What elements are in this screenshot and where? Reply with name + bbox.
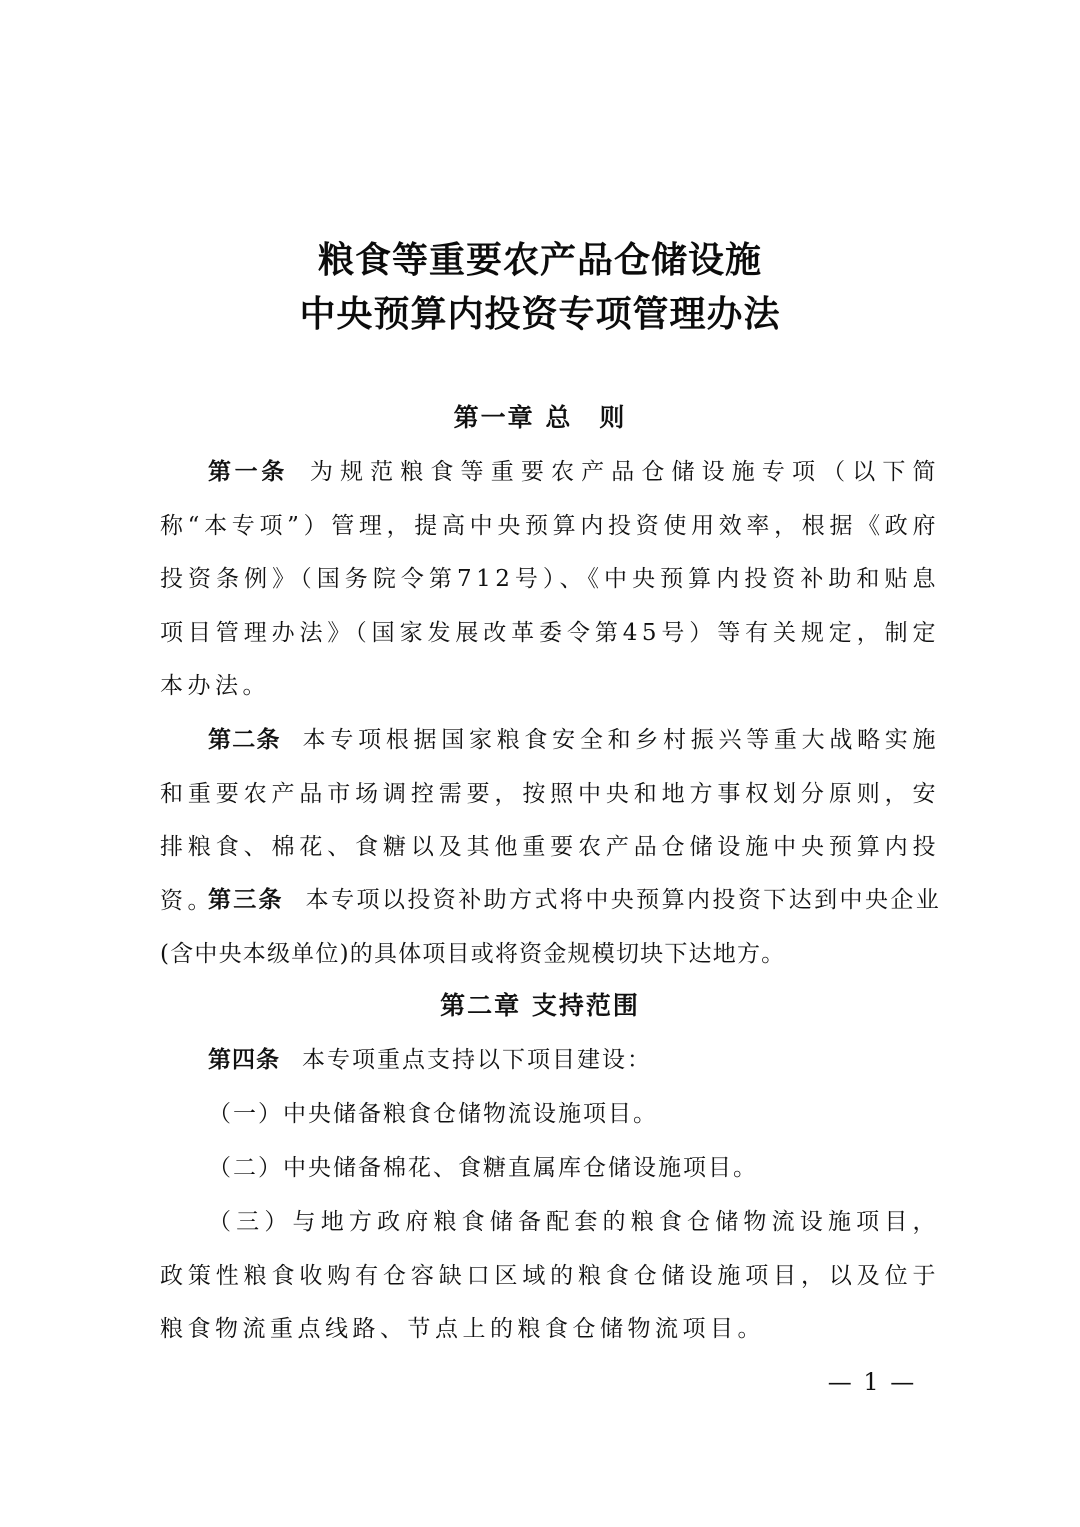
list-item: （一）中央储备粮食仓储物流设施项目。 [208,1101,658,1127]
article-4-text: 本专项重点支持以下项目建设： [302,1047,652,1073]
article-1-text: 为规范粮食等重要农产品仓储设施专项（以下简称“本专项”）管理，提高中央预算内投资使用效率，根据《政府投资条例》（国务院令第712号）、《中央预算内投资补助和贴息项目管理办法》（国家发展改革委令第45号）等有关规定，制定本办法。 [160,459,941,699]
chapter-1-heading: 第一章 总 则 [453,403,627,432]
chapter-2-heading: 第二章 支持范围 [440,991,640,1020]
article-1-label: 第一条 [208,459,288,485]
article-3-label: 第三条 [208,887,284,913]
article-4-label: 第四条 [208,1047,280,1073]
page-number: — 1 — [827,1368,917,1396]
article-4 [160,1034,940,1088]
article-3 [160,874,940,981]
document-title-line-2: 中央预算内投资专项管理办法 [299,294,781,335]
list-item: （三）与地方政府粮食储备配套的粮食仓储物流设施项目，政策性粮食收购有仓容缺口区域的粮食仓储设施项目，以及位于粮食物流重点线路、节点上的粮食仓储物流项目。 [160,1209,940,1342]
article-2-text: 本专项根据国家粮食安全和乡村振兴等重大战略实施和重要农产品市场调控需要，按照中央和地方事权划分原则，安排粮食、棉花、食糖以及其他重要农产品仓储设施中央预算内投资。 [160,727,941,914]
document-title-line-1: 粮食等重要农产品仓储设施 [317,240,762,281]
article-1 [160,446,940,714]
article-3-text: 本专项以投资补助方式将中央预算内投资下达到中央企业(含中央本级单位)的具体项目或将资金规模切块下达地方。 [160,887,941,967]
article-2-label: 第二条 [208,727,281,753]
list-item: （二）中央储备棉花、食糖直属库仓储设施项目。 [208,1155,758,1181]
